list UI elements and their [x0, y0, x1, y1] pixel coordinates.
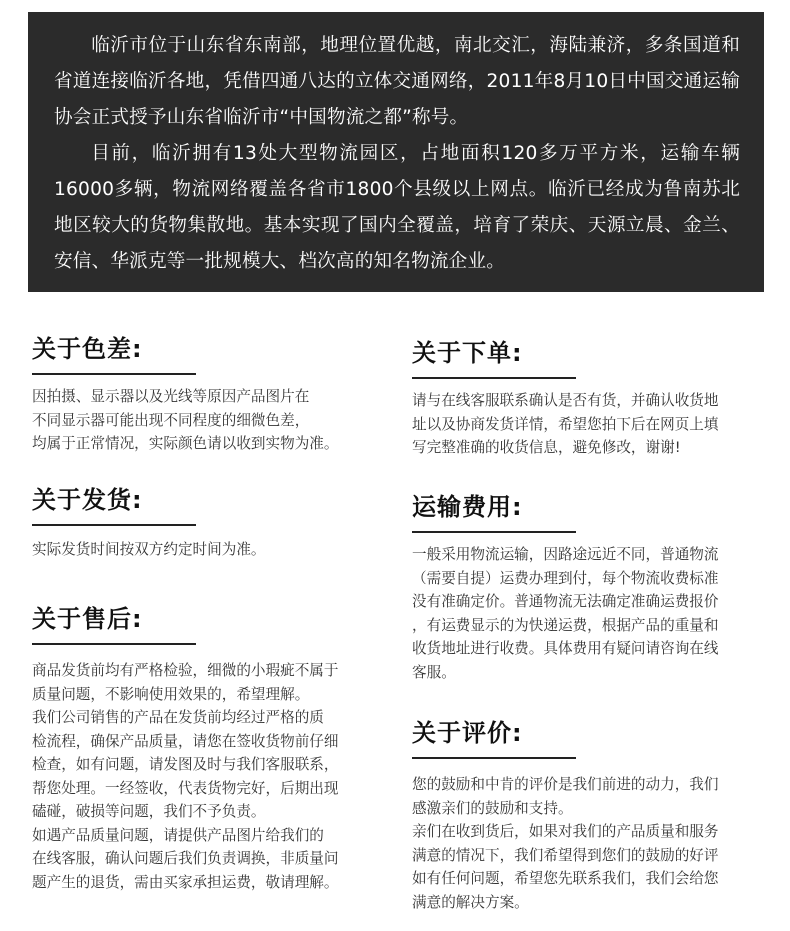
intro-paragraph-2: 目前，临沂拥有13处大型物流园区，占地面积120多万平方米，运输车辆16000多辆，物流网络覆盖各省市1800个县级以上网点。临沂已经成为鲁南苏北地区较大的货物集散地。基本实现了国内全覆盖，培育了荣庆、天源立晨、金兰、安信、华派克等一批规模大、档次高的知名物流企业。: [54, 143, 740, 272]
section-title: 关于发货:: [32, 486, 143, 514]
body-line: 质量问题，不影响使用效果的，希望理解。: [32, 685, 310, 703]
body-line: 客服。: [412, 663, 456, 681]
title-underline: [32, 524, 196, 526]
body-line: 请与在线客服联系确认是否有货，并确认收货地: [412, 392, 719, 409]
body-line: 题产生的退货，需由买家承担运费，敬请理解。: [32, 873, 339, 891]
title-underline: [412, 757, 576, 759]
title-underline: [412, 377, 576, 379]
section-title: 关于评价:: [412, 719, 523, 747]
body-line: 写完整准确的收货信息，避免修改，谢谢!: [412, 439, 681, 456]
body-line: 如有任何问题，希望您先联系我们，我们会给您: [412, 870, 719, 887]
body-line: 检流程，确保产品质量，请您在签收货物前仔细: [32, 732, 339, 750]
title-underline: [32, 373, 196, 375]
body-line: 在线客服，确认问题后我们负责调换，非质量问: [32, 850, 339, 867]
body-line: 商品发货前均有严格检验，细微的小瑕疵不属于: [32, 662, 339, 679]
body-line: 收货地址进行收费。具体费用有疑问请咨询在线: [412, 640, 719, 657]
body-line: 感激亲们的鼓励和支持。: [412, 799, 573, 817]
section-title: 运输费用:: [412, 493, 523, 521]
body-line: 实际发货时间按双方约定时间为准。: [32, 541, 266, 558]
section-body: [32, 538, 387, 562]
body-line: 均属于正常情况，实际颜色请以收到实物为准。: [32, 435, 339, 452]
section-body: [412, 773, 768, 914]
body-line: ，有运费显示的为快递运费，根据产品的重量和: [412, 616, 719, 634]
section-body: [32, 659, 387, 894]
section-body: [32, 385, 387, 456]
section-title: 关于色差:: [32, 335, 143, 363]
body-line: 亲们在收到货后，如果对我们的产品质量和服务: [412, 823, 719, 840]
section-freight: [412, 490, 768, 684]
intro-paragraph-1: 临沂市位于山东省东南部，地理位置优越，南北交汇，海陆兼济，多条国道和省道连接临沂各地，凭借四通八达的立体交通网络，2011年8月10日中国交通运输协会正式授予山东省临沂市“中国物流之都”称号。: [54, 35, 740, 128]
body-line: 您的鼓励和中肯的评价是我们前进的动力，我们: [412, 776, 719, 793]
body-line: 因拍摄、显示器以及光线等原因产品图片在: [32, 388, 310, 405]
body-line: 址以及协商发货详情，希望您拍下后在网页上填: [412, 415, 719, 433]
body-line: 不同显示器可能出现不同程度的细微色差，: [32, 411, 310, 429]
section-title: 关于下单:: [412, 339, 523, 367]
body-line: 满意的解决方案。: [412, 893, 529, 911]
body-line: 帮您处理。一经签收，代表货物完好，后期出现: [32, 779, 339, 797]
body-line: 一般采用物流运输，因路途远近不同，普通物流: [412, 546, 719, 563]
section-body: [412, 389, 768, 460]
body-line: 如遇产品质量问题，请提供产品图片给我们的: [32, 826, 324, 844]
title-underline: [412, 531, 576, 533]
body-line: （需要自提）运费办理到付，每个物流收费标准: [412, 569, 719, 587]
section-body: [412, 543, 768, 684]
body-line: 检查，如有问题，请发图及时与我们客服联系，: [32, 756, 339, 773]
body-line: 满意的情况下，我们希望得到您们的鼓励的好评: [412, 846, 719, 864]
intro-panel: [28, 12, 764, 292]
section-review: [412, 716, 768, 914]
section-shipping: [32, 483, 387, 562]
body-line: 我们公司销售的产品在发货前均经过严格的质: [32, 709, 324, 726]
section-ordering: [412, 336, 768, 460]
section-after-sales: [32, 602, 387, 894]
body-line: 磕碰，破损等问题，我们不予负责。: [32, 803, 266, 820]
section-color-difference: [32, 332, 387, 456]
title-underline: [32, 643, 196, 645]
body-line: 没有准确定价。普通物流无法确定准确运费报价: [412, 593, 719, 610]
section-title: 关于售后:: [32, 605, 143, 633]
